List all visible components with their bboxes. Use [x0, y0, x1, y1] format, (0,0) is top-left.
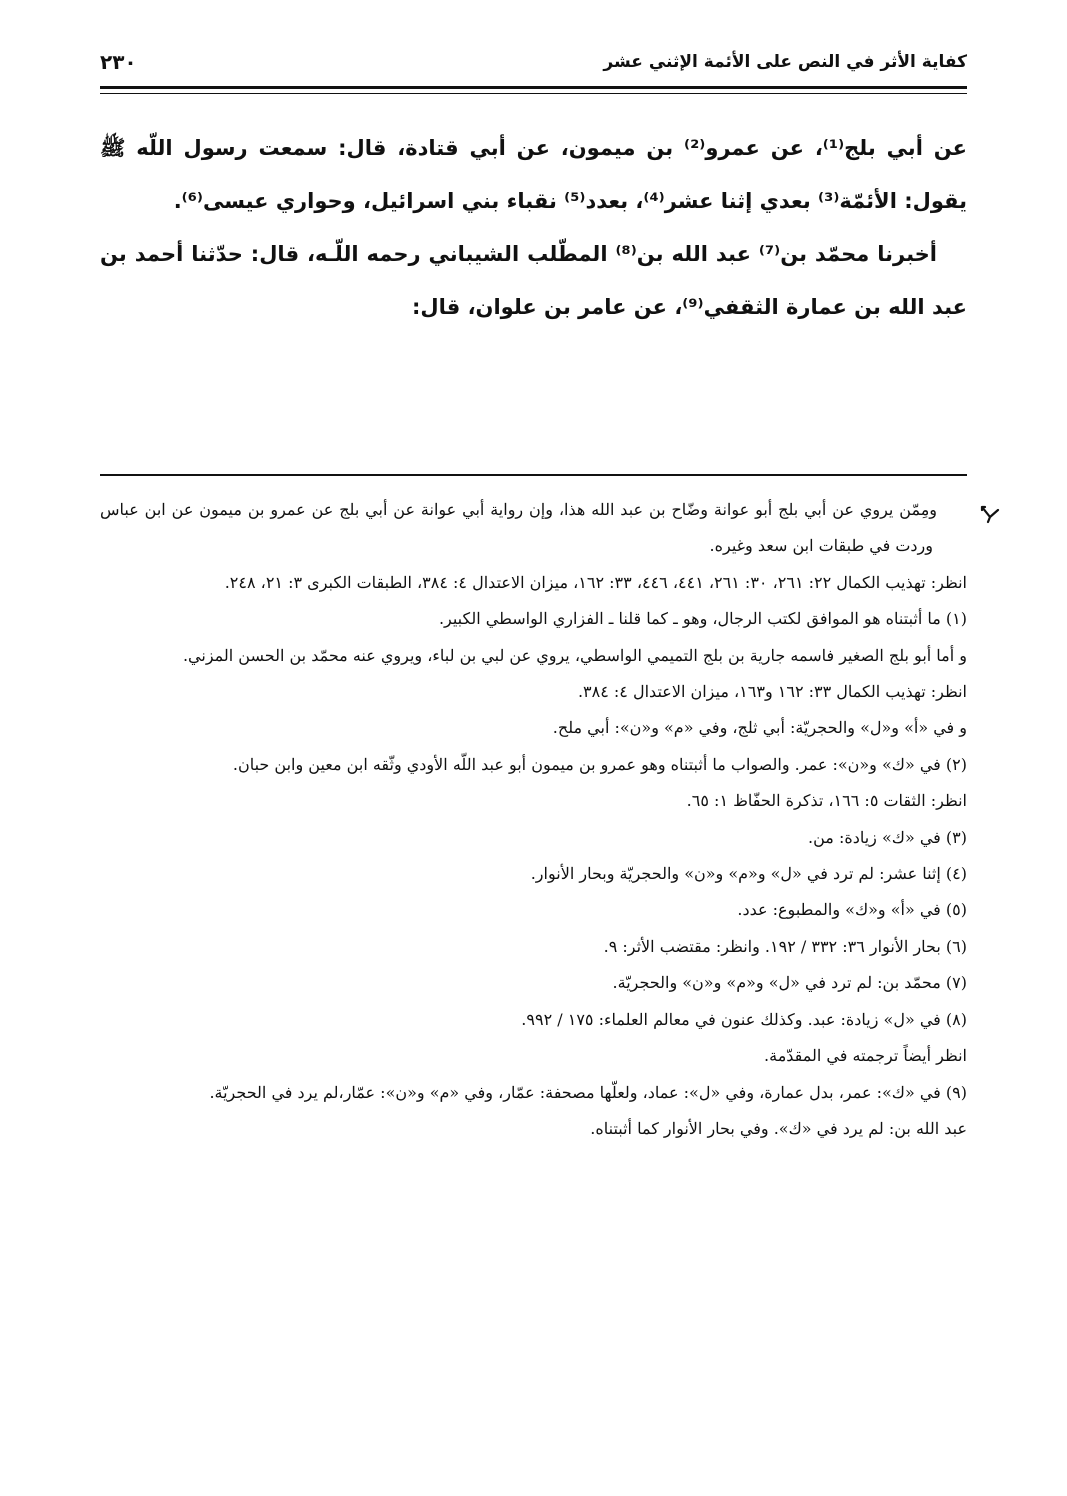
- page-number: ٢٣٠: [100, 50, 137, 74]
- header-rule-thin: [100, 93, 967, 94]
- footnote-item: انظر: تهذيب الكمال ٣٣: ١٦٢ و١٦٣، ميزان الاعتدال ٤: ٣٨٤.: [577, 682, 967, 702]
- footnote-text: ومِمّن يروي عن أبي بلج أبو عوانة وضّاح بن عبد الله هذا، وإن رواية أبي عوانة عن أبي بلج عن عمرو بن ميمون عن ابن عباس وردت في طبقات ابن سعد وغيره.: [100, 500, 937, 556]
- footnotes: [100, 492, 967, 1147]
- running-header: [100, 46, 967, 86]
- footnote-item: (٢) في «ك» و«ن»: عمر. والصواب ما أثبتناه وهو عمرو بن ميمون أبو عبد اللّه الأودي وثّقه ابن معين وابن حبان.: [232, 754, 967, 774]
- book-title: كفاية الأثر في النص على الأئمة الإثني عشر: [603, 52, 967, 72]
- footnote-item: (٣) في «ك» زيادة: من.: [808, 827, 967, 847]
- document-page: [100, 40, 967, 1496]
- footnote-item: (٥) في «أ» و«ك» والمطبوع: عدد.: [737, 900, 967, 920]
- footnote-item: انظر: تهذيب الكمال ٢٢: ٢٦١، ٣٠: ٢٦١، ٤٤١، ٤٤٦، ٣٣: ١٦٢، ميزان الاعتدال ٤: ٣٨٤، الطبقات الكبرى ٣: ٢١، ٢٤٨.: [224, 572, 967, 592]
- footnote-item: (٦) بحار الأنوار ٣٦: ٣٣٢ / ١٩٢. وانظر: مقتضب الأثر: ٩.: [603, 936, 967, 956]
- footnote-separator: [100, 474, 967, 476]
- footnote-item: (٩) في «ك»: عمر، بدل عمارة، وفي «ل»: عماد، ولعلّها مصحفة: عمّار، وفي «م» و«ن»: عمّار،لم يرد في الحجريّة.: [209, 1082, 967, 1102]
- footnote-item: و أما أبو بلج الصغير فاسمه جارية بن بلج التميمي الواسطي، يروي عن لبي بن لباء، ويروي عنه محمّد بن الحسن المزني.: [182, 645, 967, 665]
- footnote-continuation: [100, 492, 967, 565]
- main-text: [100, 122, 967, 334]
- main-paragraph-1: عن أبي بلج⁽¹⁾، عن عمرو⁽²⁾ بن ميمون، عن أبي قتادة، قال: سمعت رسول اللّه ﷺ يقول: الأئمّة⁽³⁾ بعدي إثنا عشر⁽⁴⁾، بعدد⁽⁵⁾ نقباء بني اسرائيل، وحواري عيسى⁽⁶⁾.: [100, 136, 967, 213]
- main-paragraph-2: أخبرنا محمّد بن⁽⁷⁾ عبد الله بن⁽⁸⁾ المطّلب الشيباني رحمه اللّـه، قال: حدّثنا أحمد بن عبد الله بن عمارة الثقفي⁽⁹⁾، عن عامر بن علوان، قال:: [100, 242, 967, 319]
- footnote-item: عبد الله بن: لم يرد في «ك». وفي بحار الأنوار كما أثبتناه.: [590, 1118, 967, 1138]
- footnote-item: (٨) في «ل» زيادة: عبد. وكذلك عنون في معالم العلماء: ١٧٥ / ٩٩٢.: [521, 1009, 967, 1029]
- footnote-item: انظر أيضاً ترجمته في المقدّمة.: [764, 1046, 967, 1066]
- footnote-item: انظر: الثقات ٥: ١٦٦، تذكرة الحفّاظ ١: ٦٥.: [686, 791, 967, 811]
- footnote-item: (٤) إثنا عشر: لم ترد في «ل» و«م» و«ن» والحجريّة وبحار الأنوار.: [530, 864, 967, 884]
- footnote-item: (٧) محمّد بن: لم ترد في «ل» و«م» و«ن» والحجريّة.: [612, 973, 967, 993]
- footnote-item: (١) ما أثبتناه هو الموافق لكتب الرجال، وهو ـ كما قلنا ـ الفزاري الواسطي الكبير.: [438, 609, 967, 629]
- footnote-item: و في «أ» و«ل» والحجريّة: أبي ثلج، وفي «م» و«ن»: أبي ملح.: [552, 718, 967, 738]
- header-rule: [100, 86, 967, 89]
- pen-continuation-icon: [945, 501, 967, 521]
